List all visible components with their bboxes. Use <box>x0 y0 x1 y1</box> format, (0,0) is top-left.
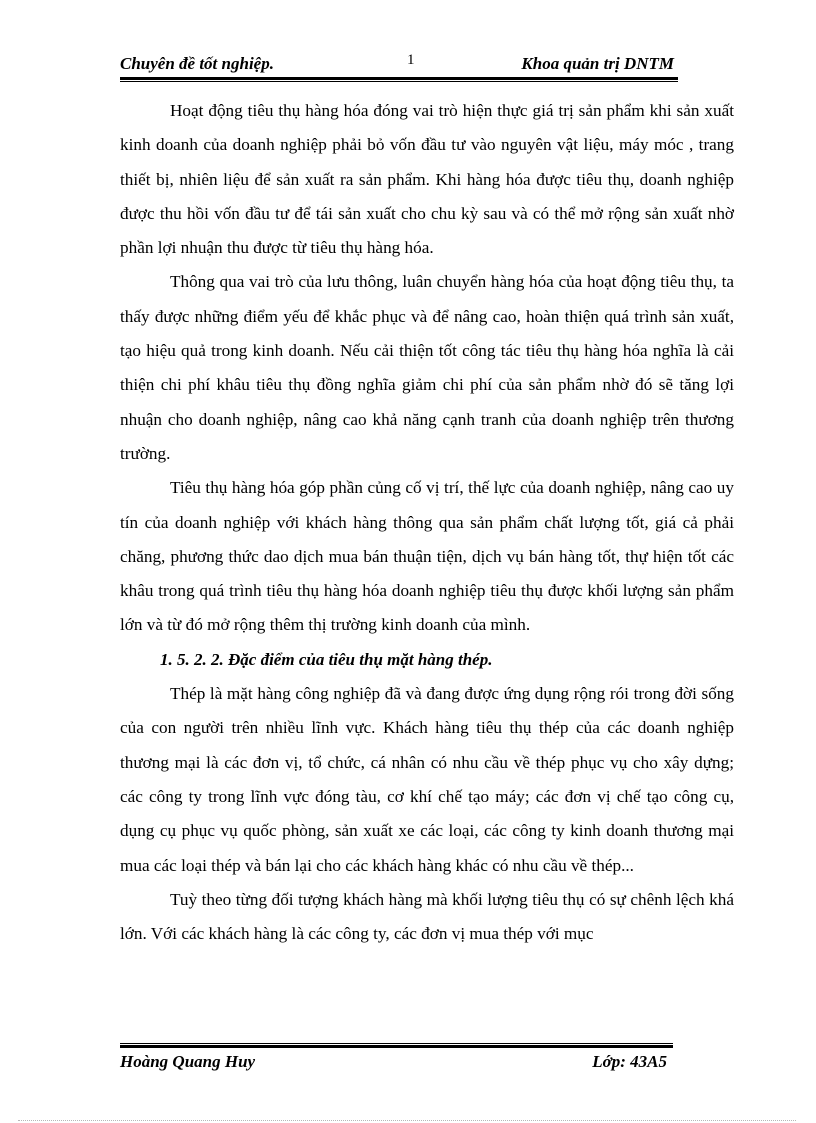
section-heading: 1. 5. 2. 2. Đặc điểm của tiêu thụ mặt hàng thép. <box>160 649 493 669</box>
header-divider <box>120 77 678 82</box>
footer-author: Hoàng Quang Huy <box>120 1052 256 1071</box>
header-document-title: Chuyên đề tốt nghiệp. <box>120 54 274 73</box>
page-edge-line <box>18 1120 796 1121</box>
header-faculty: Khoa quản trị DNTM <box>521 54 674 73</box>
footer-class: Lớp: 43A5 <box>592 1052 667 1071</box>
paragraph-steel-customers: Thép là mặt hàng công nghiệp đã và đang được ứng dụng rộng rói trong đời sống của con người trên nhiều lĩnh vực. Khách hàng tiêu thụ thép của các doanh nghiệp thương mại là các đơn vị, tổ chức, cá nhân có nhu cầu về thép phục vụ cho xây dựng; các công ty trong lĩnh vực đóng tàu, cơ khí chế tạo máy; các đơn vị chế tạo công cụ, dụng cụ phục vụ quốc phòng, sản xuất xe các loại, các công ty kinh doanh thương mại mua các loại thép và bán lại cho các khách hàng khác có nhu cầu về thép... <box>120 684 734 875</box>
paragraph-volume-difference: Tuỳ theo từng đối tượng khách hàng mà khối lượng tiêu thụ có sự chênh lệch khá lớn. Với các khách hàng là các công ty, các đơn vị mua thép với mục <box>120 889 734 944</box>
footer-divider <box>120 1043 673 1048</box>
paragraph-role-circulation: Thông qua vai trò của lưu thông, luân chuyển hàng hóa của hoạt động tiêu thụ, ta thấy được những điểm yếu để khắc phục và để nâng cao, hoàn thiện quá trình sản xuất, tạo hiệu quả trong kinh doanh. Nếu cải thiện tốt công tác tiêu thụ hàng hóa nghĩa là cải thiện chi phí khâu tiêu thụ đồng nghĩa giảm chi phí của sản phẩm nhờ đó sẽ tăng lợi nhuận cho doanh nghiệp, nâng cao khả năng cạnh tranh của doanh nghiệp trên thương trường. <box>120 272 734 463</box>
paragraph-role-realization: Hoạt động tiêu thụ hàng hóa đóng vai trò hiện thực giá trị sản phẩm khi sản xuất kinh doanh của doanh nghiệp phải bỏ vốn đầu tư vào nguyên vật liệu, máy móc , trang thiết bị, nhiên liệu để sản xuất ra sản phẩm. Khi hàng hóa được tiêu thụ, doanh nghiệp được thu hồi vốn đầu tư để tái sản xuất cho chu kỳ sau và có thể mở rộng sản xuất nhờ phần lợi nhuận thu được từ tiêu thụ hàng hóa. <box>120 101 734 258</box>
paragraph-role-position: Tiêu thụ hàng hóa góp phần củng cố vị trí, thế lực của doanh nghiệp, nâng cao uy tín của doanh nghiệp với khách hàng thông qua sản phẩm chất lượng tốt, giá cả phải chăng, phương thức dao dịch mua bán thuận tiện, dịch vụ bán hàng tốt, thự hiện tốt các khâu trong quá trình tiêu thụ hàng hóa doanh nghiệp tiêu thụ được khối lượng sản phẩm lớn và từ đó mở rộng thêm thị trường kinh doanh của mình. <box>120 478 734 635</box>
page-number: 1 <box>407 52 415 68</box>
page-body <box>120 94 734 951</box>
page-header <box>120 52 674 78</box>
